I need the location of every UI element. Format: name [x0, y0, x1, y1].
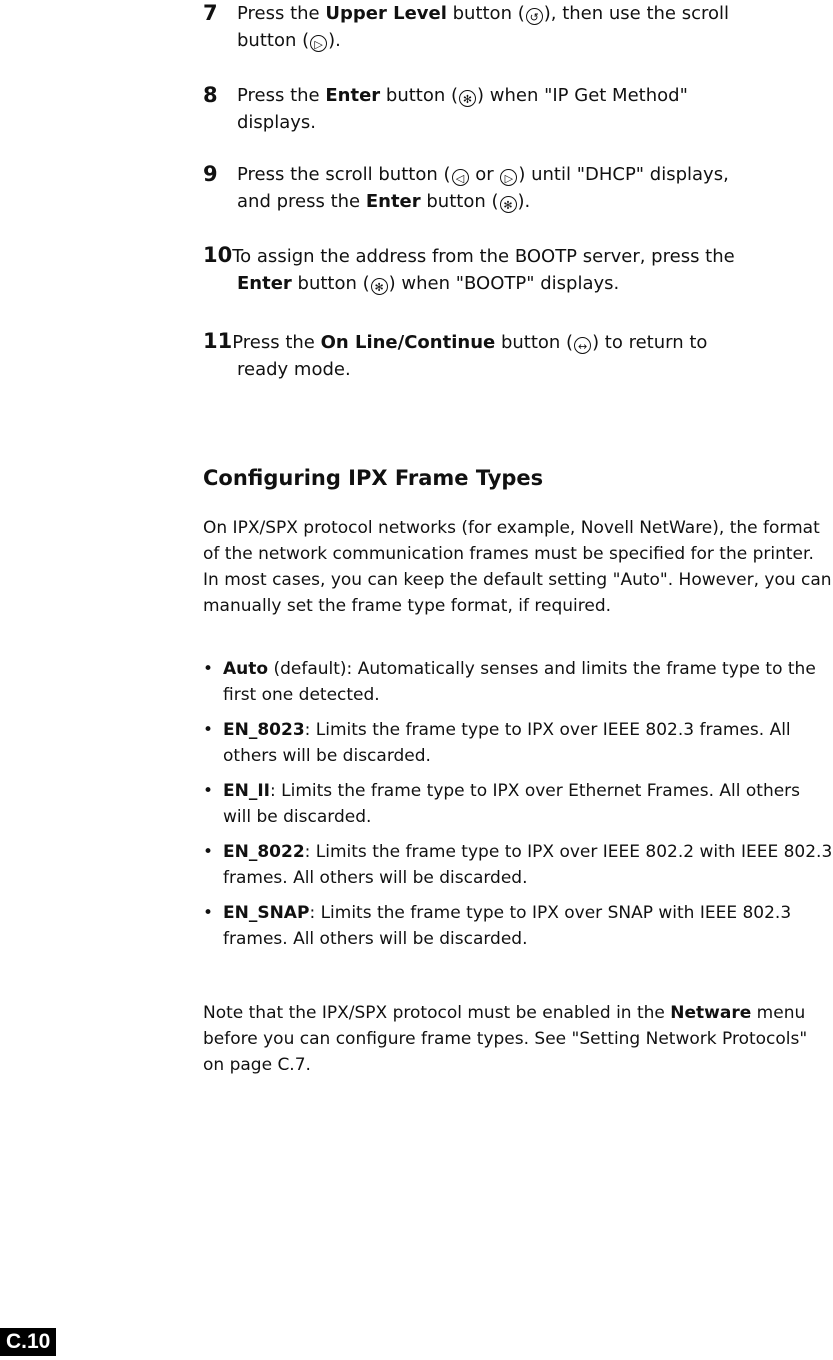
- intro-paragraph: On IPX/SPX protocol networks (for example, Novell NetWare), the format of the network communication frames must be specified for the printer. In most cases, you can keep the default setting "Auto". However, you can manually set the frame type format, if required.: [203, 518, 832, 616]
- step-text: and press the: [237, 191, 366, 212]
- step-number: 7: [203, 1, 218, 25]
- step-text: ) when "IP Get Method": [477, 85, 688, 106]
- frame-type-list: [203, 656, 833, 961]
- step-11: [203, 328, 823, 383]
- list-item: • EN_8023: Limits the frame type to IPX over IEEE 802.3 frames. All others will be discarded.: [203, 720, 791, 766]
- step-8: [203, 82, 823, 136]
- step-text: Press the: [237, 85, 326, 106]
- term: EN_8023: [223, 720, 305, 740]
- step-text: displays.: [237, 112, 317, 133]
- step-text: button (: [446, 3, 525, 24]
- step-text: button (: [420, 191, 499, 212]
- enter-icon: ✻: [500, 196, 517, 213]
- step-number: 10: [203, 243, 233, 267]
- note-paragraph: [203, 1000, 833, 1078]
- step-text: button (: [237, 30, 310, 51]
- scroll-right-icon: ▷: [500, 169, 517, 186]
- step-text: Press the scroll button (: [237, 164, 451, 185]
- step-number: 11: [203, 329, 233, 353]
- button-name: Enter: [237, 273, 292, 294]
- term: EN_8022: [223, 842, 305, 862]
- step-text: ).: [517, 191, 531, 212]
- list-item: • Auto (default): Automatically senses and limits the frame type to the first one detected.: [203, 659, 816, 705]
- menu-name: Netware: [670, 1003, 752, 1023]
- list-item: • EN_8022: Limits the frame type to IPX over IEEE 802.2 with IEEE 802.3 frames. All others will be discarded.: [203, 842, 833, 888]
- term: EN_II: [223, 781, 270, 801]
- description: (default): Automatically senses and limits the frame type to the first one detected.: [223, 659, 816, 705]
- list-item: • EN_SNAP: Limits the frame type to IPX over SNAP with IEEE 802.3 frames. All others will be discarded.: [203, 903, 792, 949]
- step-text: ) to return to: [592, 332, 708, 353]
- step-text: Press the: [232, 332, 321, 353]
- step-text: ).: [328, 30, 341, 51]
- section-heading: Configuring IPX Frame Types: [203, 466, 544, 490]
- step-text: ) until "DHCP" displays,: [518, 164, 729, 185]
- step-text: ) when "BOOTP" displays.: [388, 273, 620, 294]
- description: : Limits the frame type to IPX over IEEE 802.3 frames. All others will be discarded.: [223, 720, 791, 766]
- step-text: Press the: [237, 3, 326, 24]
- description: : Limits the frame type to IPX over IEEE 802.2 with IEEE 802.3 frames. All others will be discarded.: [223, 842, 833, 888]
- step-text: button (: [380, 85, 459, 106]
- step-number: 8: [203, 83, 218, 107]
- enter-icon: ✻: [371, 278, 388, 295]
- step-text: button (: [291, 273, 370, 294]
- upper-level-icon: ↺: [526, 8, 543, 25]
- step-text: or: [469, 164, 500, 185]
- step-10: [203, 242, 823, 297]
- button-name: Upper Level: [325, 3, 447, 24]
- page-number: C.10: [0, 1328, 56, 1356]
- step-text: ready mode.: [237, 359, 351, 380]
- step-number: 9: [203, 162, 218, 186]
- button-name: Enter: [325, 85, 381, 106]
- term: EN_SNAP: [223, 903, 310, 923]
- step-9: [203, 161, 823, 215]
- step-text: button (: [495, 332, 574, 353]
- enter-icon: ✻: [459, 90, 476, 107]
- term: Auto: [223, 659, 269, 679]
- description: : Limits the frame type to IPX over Ethernet Frames. All others will be discarded.: [223, 781, 801, 827]
- description: : Limits the frame type to IPX over SNAP with IEEE 802.3 frames. All others will be discarded.: [223, 903, 792, 949]
- step-text: ), then use the scroll: [543, 3, 730, 24]
- button-name: On Line/Continue: [320, 332, 496, 353]
- step-7: [203, 0, 823, 54]
- scroll-right-icon: ▷: [310, 35, 327, 52]
- note-text: menu before you can configure frame types. See "Setting Network Protocols" on page C.7.: [203, 1003, 808, 1075]
- online-continue-icon: ↔: [574, 337, 591, 354]
- button-name: Enter: [365, 191, 421, 212]
- list-item: • EN_II: Limits the frame type to IPX over Ethernet Frames. All others will be discarded.: [203, 781, 801, 827]
- step-text: To assign the address from the BOOTP server, press the: [232, 246, 735, 267]
- scroll-left-icon: ◁: [452, 169, 469, 186]
- note-text: Note that the IPX/SPX protocol must be enabled in the: [203, 1003, 671, 1023]
